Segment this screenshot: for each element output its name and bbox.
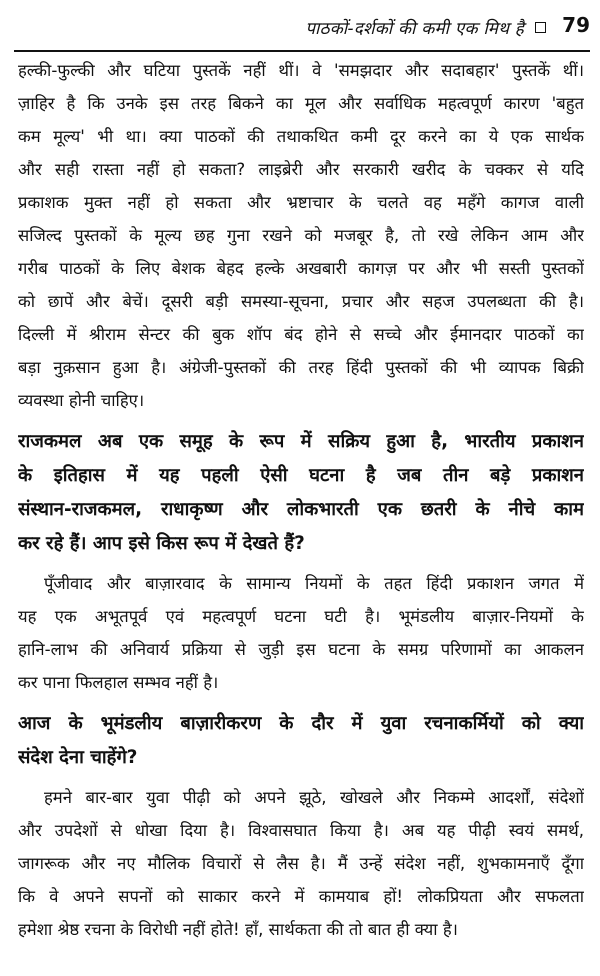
page-number: 79 [562, 13, 590, 37]
text-line: हल्की-फुल्की और घटिया पुस्तकें नहीं थीं। वे 'समझदार और सदाबहार' पुस्तकें थीं। [18, 61, 584, 80]
running-header [14, 6, 590, 52]
square-bullet-icon [535, 22, 546, 33]
text-line: ज़ाहिर है कि उनके इस तरह बिकने का मूल और सर्वाधिक महत्वपूर्ण कारण 'बहुत [18, 94, 584, 113]
interview-question-1 [18, 425, 584, 561]
text-line: गरीब पाठकों के लिए बेशक बेहद हल्के अखबारी कागज़ पर और भी सस्ती पुस्तकों [18, 259, 584, 278]
question-line: आज के भूमंडलीय बाज़ारीकरण के दौर में युवा रचनाकर्मियों को क्या [18, 713, 584, 734]
interview-answer-2 [18, 781, 584, 946]
text-line: जागरूक और नए मौलिक विचारों से लैस है। मैं उन्हें संदेश नहीं, शुभकामनाएँ दूँगा [18, 854, 584, 873]
question-line: कर रहे हैं। आप इसे किस रूप में देखते हैं? [18, 533, 305, 554]
text-line: को छापें और बेचें। दूसरी बड़ी समस्या-सूचना, प्रचार और सहज उपलब्धता की है। [18, 292, 584, 311]
text-line: व्यवस्था होनी चाहिए। [18, 391, 145, 410]
text-line: प्रकाशक मुक्त नहीं हो सकता और भ्रष्टाचार के चलते वह महँगे कागज वाली [18, 193, 584, 212]
page-body [18, 54, 584, 946]
question-line: राजकमल अब एक समूह के रूप में सक्रिय हुआ है, भारतीय प्रकाशन [18, 431, 584, 452]
interview-answer-1 [18, 567, 584, 699]
text-line: कि वे अपने सपनों को साकार करने में कामयाब हों! लोकप्रियता और सफलता [18, 887, 584, 906]
text-line: हमने बार-बार युवा पीढ़ी को अपने झूठे, खोखले और निकम्मे आदर्शों, संदेशों [44, 788, 584, 807]
question-line: संस्थान-राजकमल, राधाकृष्ण और लोकभारती एक छतरी के नीचे काम [18, 499, 584, 520]
text-line: हानि-लाभ की अनिवार्य प्रक्रिया से जुड़ी इस घटना के समग्र परिणामों का आकलन [18, 640, 584, 659]
question-line: संदेश देना चाहेंगे? [18, 747, 138, 768]
text-line: यह एक अभूतपूर्व एवं महत्वपूर्ण घटना घटी है। भूमंडलीय बाज़ार-नियमों के [18, 607, 584, 626]
running-header-title: पाठकों-दर्शकों की कमी एक मिथ है [305, 19, 524, 39]
text-line: कम मूल्य' भी था। क्या पाठकों की तथाकथित कमी दूर करने का ये एक सार्थक [18, 127, 584, 146]
paragraph-continued [18, 54, 584, 417]
text-line: और सही रास्ता नहीं हो सकता? लाइब्रेरी और सरकारी खरीद के चक्कर से यदि [18, 160, 584, 179]
text-line: बड़ा नुक़सान हुआ है। अंग्रेजी-पुस्तकों की तरह हिंदी पुस्तकों की भी व्यापक बिक्री [18, 358, 584, 377]
text-line: दिल्ली में श्रीराम सेन्टर की बुक शॉप बंद होने से सच्चे और ईमानदार पाठकों का [18, 325, 584, 344]
text-line: और उपदेशों से धोखा दिया है। विश्वासघात किया है। अब यह पीढ़ी स्वयं समर्थ, [18, 821, 584, 840]
text-line: सजिल्द पुस्तकों के मूल्य छह गुना रखने को मजबूर है, तो रखे लेकिन आम और [18, 226, 584, 245]
question-line: के इतिहास में यह पहली ऐसी घटना है जब तीन बड़े प्रकाशन [18, 465, 584, 486]
text-line: कर पाना फिलहाल सम्भव नहीं है। [18, 673, 219, 692]
text-line: हमेशा श्रेष्ठ रचना के विरोधी नहीं होते! हाँ, सार्थकता की तो बात ही क्या है। [18, 920, 458, 939]
text-line: पूँजीवाद और बाज़ारवाद के सामान्य नियमों के तहत हिंदी प्रकाशन जगत में [44, 574, 584, 593]
interview-question-2 [18, 707, 584, 775]
